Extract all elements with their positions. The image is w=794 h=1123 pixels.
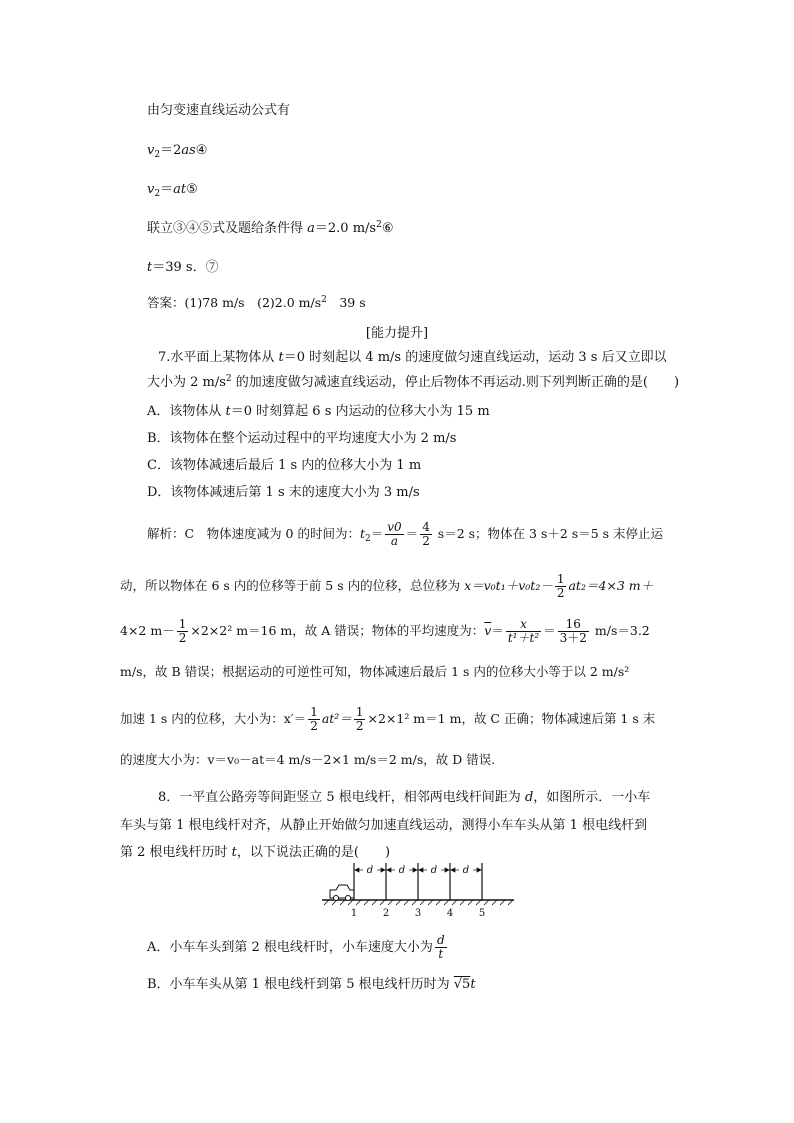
q7-option-b: B．该物体在整个运动过程中的平均速度大小为 2 m/s xyxy=(147,431,457,446)
fraction: $\frac{v0}{a}$ xyxy=(387,520,402,548)
pole-label-5: 5 xyxy=(478,908,486,918)
fraction: $\frac{1}{2}$ xyxy=(355,705,364,733)
q7-analysis-line-2: 动，所以物体在 6 s 内的位移等于前 5 s 内的位移，总位移为 x＝v₀t₁＋v₀t₂－ $\frac{1}{2}$ at₂＝4×3 m＋ xyxy=(120,572,654,600)
fraction: $\frac{x}{\text{t¹＋t²}}$ xyxy=(507,617,540,645)
pole-label-3: 3 xyxy=(414,908,422,918)
q7-analysis-line-1: 解析：C 物体速度减为 0 的时间为：$t_2=$ $\frac{v0}{a}$ ＝ $\frac{4}{2}$ s＝2 s；物体在 3 s＋2 s＝5 s 末停止运 xyxy=(147,520,664,548)
q7-stem-line-2: 大小为 2 $m/s^2$ 的加速度做匀减速直线运动，停止后物体不再运动.则下列判断正确的是( ) xyxy=(147,374,680,390)
pole-label-4: 4 xyxy=(446,908,454,918)
fraction: $\frac{4}{2}$ xyxy=(422,520,430,548)
fraction: $\frac{1}{2}$ xyxy=(310,705,318,733)
poles-figure xyxy=(318,858,518,918)
q7-analysis-line-3: 4×2 m－ $\frac{1}{2}$ ×2×2² m＝16 m，故 A 错误；物体的平均速度为：$\overline{v}=$ $\frac{x}{\text{t¹＋t²}}$ ＝ $\frac{16}{3+2}$ m/s＝3.2 xyxy=(120,617,650,645)
q8-stem-line-1: 8．一平直公路旁等间距竖立 5 根电线杆，相邻两电线杆间距为 d，如图所示．一小车 xyxy=(158,790,651,805)
gap-label: d xyxy=(366,865,374,876)
answer-line: 答案：(1)78 m/s (2)2.0 $m/s^2$ 39 s xyxy=(147,295,366,310)
solution-line-2: $v_2=2as④$ xyxy=(147,143,208,160)
gap-label: d xyxy=(462,865,470,876)
q7-option-d: D．该物体减速后第 1 s 末的速度大小为 3 m/s xyxy=(147,485,420,500)
q8-stem-line-3: 第 2 根电线杆历时 t，以下说法正确的是( ) xyxy=(120,845,391,860)
fraction: $\frac{1}{2}$ xyxy=(556,572,565,600)
car-icon xyxy=(330,885,354,901)
q7-analysis-line-6: 的速度大小为：v＝v₀－at＝4 m/s－2×1 m/s＝2 m/s，故 D 错误. xyxy=(120,752,496,767)
q8-stem-line-2: 车头与第 1 根电线杆对齐，从静止开始做匀加速直线运动，测得小车车头从第 1 根电线杆到 xyxy=(120,818,648,833)
q7-option-a: A．该物体从 t＝0 时刻算起 6 s 内运动的位移大小为 15 m xyxy=(147,404,490,419)
solution-line-4: 联立③④⑤式及题给条件得 a＝2.0 $m/s^2⑥$ xyxy=(147,220,394,236)
pole-label-2: 2 xyxy=(382,908,390,918)
q7-stem-line-1: 7.水平面上某物体从 t＝0 时刻起以 4 m/s 的速度做匀速直线运动，运动 3 s 后又立即以 xyxy=(158,350,667,365)
q8-option-b: B．小车车头从第 1 根电线杆到第 5 根电线杆历时为 √5t xyxy=(147,977,476,992)
q7-option-c: C．该物体减速后最后 1 s 内的位移大小为 1 m xyxy=(147,458,422,473)
gap-label: d xyxy=(398,865,406,876)
solution-line-5: t＝39 s．⑦ xyxy=(147,260,219,275)
pole-label-1: 1 xyxy=(350,908,358,918)
solution-line-1: 由匀变速直线运动公式有 xyxy=(147,103,291,118)
section-title: [能力提升] xyxy=(365,326,429,341)
q7-analysis-line-5: 加速 1 s 内的位移，大小为：x′＝ $\frac{1}{2}$ at²＝ $\frac{1}{2}$ ×2×1² m＝1 m，故 C 正确；物体减速后第 1 s 末 xyxy=(120,705,656,733)
q8-option-a: A．小车车头到第 2 根电线杆时，小车速度大小为 $\frac{d}{t}$ xyxy=(147,933,445,961)
q7-analysis-line-4: m/s，故 B 错误；根据运动的可逆性可知，物体减速后最后 1 s 内的位移大小等于以 2 m/s² xyxy=(120,664,630,679)
fraction: $\frac{1}{2}$ xyxy=(178,617,187,645)
solution-line-3: $v_2=at⑤$ xyxy=(147,182,198,199)
fraction: $\frac{16}{3+2}$ xyxy=(559,617,587,645)
fraction: $\frac{d}{t}$ xyxy=(436,933,445,961)
gap-label: d xyxy=(430,865,438,876)
